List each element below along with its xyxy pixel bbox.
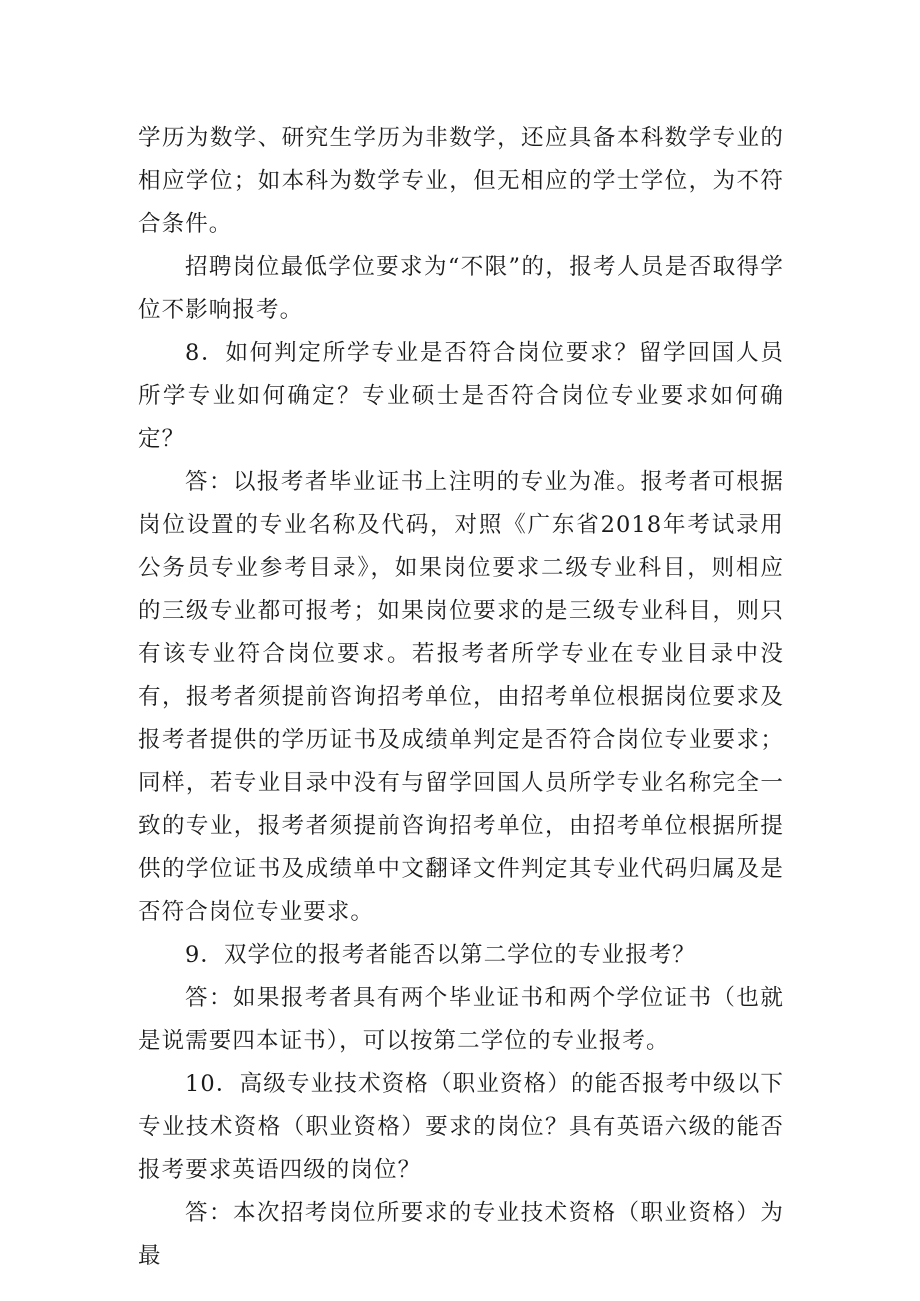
answer-10: 答：本次招考岗位所要求的专业技术资格（职业资格）为最 xyxy=(138,1200,784,1269)
answer-8: 答：以报考者毕业证书上注明的专业为准。报考者可根据岗位设置的专业名称及代码，对照《广东省2018年考试录用公务员专业参考目录》，如果岗位要求二级专业科目，则相应的三级专业都可报考；如果岗位要求的是三级专业科目，则只有该专业符合岗位要求。若报考者所学专业在专业目录中没有，报考者须提前咨询招考单位，由招考单位根据岗位要求及报考者提供的学历证书及成绩单判定是否符合岗位专业要求；同样，若专业目录中没有与留学回国人员所学专业名称完全一致的专业，报考者须提前咨询招考单位，由招考单位根据所提供的学位证书及成绩单中文翻译文件判定其专业代码归属及是否符合岗位专业要求。 xyxy=(138,469,784,925)
answer-9: 答：如果报考者具有两个毕业证书和两个学位证书（也就是说需要四本证书），可以按第二学位的专业报考。 xyxy=(138,985,784,1054)
question-8: 8．如何判定所学专业是否符合岗位要求？留学回国人员所学专业如何确定？专业硕士是否符合岗位专业要求如何确定？ xyxy=(138,340,784,452)
paragraph-continuation: 学历为数学、研究生学历为非数学，还应具备本科数学专业的相应学位；如本科为数学专业，但无相应的学士学位，为不符合条件。 xyxy=(138,125,784,237)
question-9: 9．双学位的报考者能否以第二学位的专业报考？ xyxy=(185,942,697,968)
document-body xyxy=(138,117,784,1278)
paragraph-no-degree-limit: 招聘岗位最低学位要求为“不限”的，报考人员是否取得学位不影响报考。 xyxy=(138,254,784,323)
question-10: 10．高级专业技术资格（职业资格）的能否报考中级以下专业技术资格（职业资格）要求的岗位？具有英语六级的能否报考要求英语四级的岗位？ xyxy=(138,1071,784,1183)
